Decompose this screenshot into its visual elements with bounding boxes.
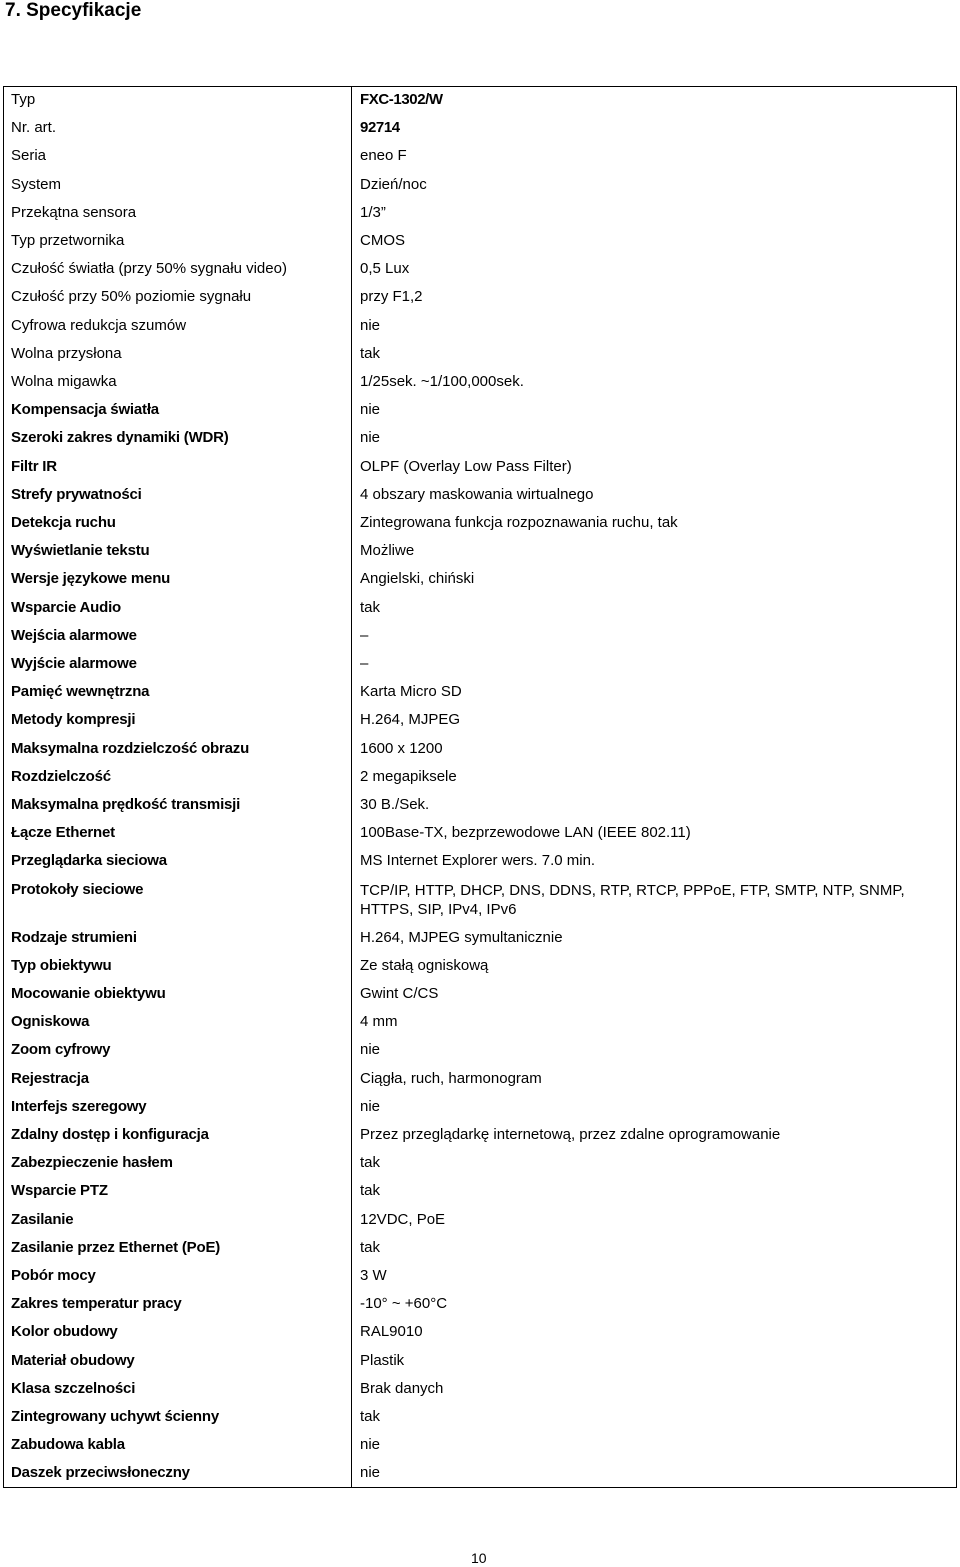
section-heading: 7. Specyfikacje: [5, 0, 142, 21]
spec-value: 0,5 Lux: [360, 260, 410, 278]
spec-value: Ciągła, ruch, harmonogram: [360, 1069, 542, 1087]
spec-label: Rodzaje strumieni: [11, 928, 137, 946]
spec-row: [0, 453, 960, 481]
spec-label: Materiał obudowy: [11, 1351, 135, 1369]
spec-value: Dzień/noc: [360, 175, 427, 193]
spec-label: Filtr IR: [11, 457, 57, 475]
spec-row: [0, 86, 960, 114]
spec-label: Nr. art.: [11, 119, 57, 137]
spec-row: [0, 1177, 960, 1205]
spec-row: [0, 1262, 960, 1290]
spec-row: [0, 924, 960, 952]
spec-row: [0, 1036, 960, 1064]
spec-label: Wsparcie Audio: [11, 598, 121, 616]
spec-label: Zintegrowany uchywt ścienny: [11, 1408, 219, 1425]
spec-label: Zakres temperatur pracy: [11, 1295, 182, 1313]
spec-row: [0, 678, 960, 706]
spec-row: [0, 1403, 960, 1431]
spec-value: nie: [360, 429, 381, 447]
spec-label: Maksymalna prędkość transmisji: [11, 796, 241, 813]
spec-label: Czułość światła (przy 50% sygnału video): [11, 260, 287, 278]
spec-row: [0, 1149, 960, 1177]
spec-label: Ogniskowa: [11, 1013, 90, 1031]
spec-row: [0, 1093, 960, 1121]
spec-row: [0, 622, 960, 650]
spec-row: [0, 283, 960, 311]
spec-value: 30 B./Sek.: [360, 796, 430, 813]
spec-value: OLPF (Overlay Low Pass Filter): [360, 457, 572, 475]
spec-value: 4 obszary maskowania wirtualnego: [360, 485, 594, 503]
spec-label: Łącze Ethernet: [11, 824, 115, 842]
spec-label: System: [11, 175, 62, 193]
spec-value: MS Internet Explorer wers. 7.0 min.: [360, 852, 596, 870]
spec-row: [0, 876, 960, 924]
spec-row: [0, 847, 960, 875]
spec-value: Przez przeglądarkę internetową, przez zdalne oprogramowanie: [360, 1126, 781, 1143]
spec-value: Zintegrowana funkcja rozpoznawania ruchu, tak: [360, 514, 678, 531]
spec-value: eneo F: [360, 147, 407, 165]
spec-label: Pamięć wewnętrzna: [11, 683, 150, 701]
spec-row: [0, 255, 960, 283]
spec-label: Interfejs szeregowy: [11, 1097, 147, 1115]
spec-value: TCP/IP, HTTP, DHCP, DNS, DDNS, RTP, RTCP, PPPoE, FTP, SMTP, NTP, SNMP, HTTPS, SIP, IPv4, IPv6: [360, 881, 905, 918]
spec-label: Zabezpieczenie hasłem: [11, 1154, 173, 1172]
spec-row: [0, 142, 960, 170]
spec-value: Angielski, chiński: [360, 570, 475, 588]
spec-value: 92714: [360, 119, 400, 137]
spec-row: [0, 980, 960, 1008]
spec-value: 1600 x 1200: [360, 739, 443, 757]
spec-row: [0, 537, 960, 565]
spec-label: Daszek przeciwsłoneczny: [11, 1464, 190, 1482]
spec-value: Gwint C/CS: [360, 985, 439, 1002]
spec-value: Możliwe: [360, 542, 415, 560]
spec-value: 12VDC, PoE: [360, 1210, 446, 1228]
spec-label: Wejścia alarmowe: [11, 626, 137, 644]
spec-value: tak: [360, 344, 381, 362]
spec-value: nie: [360, 1097, 381, 1115]
spec-label: Klasa szczelności: [11, 1379, 136, 1397]
spec-value: –: [360, 626, 369, 644]
spec-label: Wersje językowe menu: [11, 570, 171, 588]
spec-label: Zasilanie przez Ethernet (PoE): [11, 1238, 221, 1256]
spec-label: Pobór mocy: [11, 1267, 96, 1284]
spec-label: Strefy prywatności: [11, 485, 142, 503]
spec-label: Rozdzielczość: [11, 767, 111, 785]
spec-value: 1/25sek. ~1/100,000sek.: [360, 373, 524, 390]
spec-label: Typ obiektywu: [11, 956, 112, 974]
spec-label: Wolna migawka: [11, 373, 117, 390]
spec-label: Protokoły sieciowe: [11, 880, 144, 898]
spec-label: Kompensacja światła: [11, 401, 159, 419]
spec-row: [0, 1121, 960, 1149]
spec-row: [0, 1347, 960, 1375]
spec-value: nie: [360, 401, 381, 419]
spec-value: Karta Micro SD: [360, 683, 462, 701]
spec-value: tak: [360, 598, 381, 616]
spec-value: 4 mm: [360, 1013, 398, 1031]
spec-value: –: [360, 655, 369, 672]
spec-row: [0, 481, 960, 509]
spec-row: [0, 227, 960, 255]
spec-row: [0, 594, 960, 622]
spec-label: Zasilanie: [11, 1210, 74, 1228]
spec-row: [0, 565, 960, 593]
spec-label: Metody kompresji: [11, 711, 136, 729]
spec-row: [0, 171, 960, 199]
spec-value: 2 megapiksele: [360, 767, 457, 785]
spec-row: [0, 199, 960, 227]
spec-label: Przekątna sensora: [11, 203, 137, 221]
spec-label: Kolor obudowy: [11, 1323, 118, 1341]
spec-row: [0, 791, 960, 819]
spec-row: [0, 1206, 960, 1234]
spec-row: [0, 340, 960, 368]
spec-label: Zabudowa kabla: [11, 1436, 125, 1454]
spec-row: [0, 312, 960, 340]
spec-value: 3 W: [360, 1267, 387, 1284]
spec-row: [0, 819, 960, 847]
spec-row: [0, 952, 960, 980]
spec-label: Wolna przysłona: [11, 344, 122, 362]
spec-row: [0, 1065, 960, 1093]
spec-row: [0, 1234, 960, 1262]
spec-label: Typ przetwornika: [11, 232, 125, 249]
spec-row: [0, 509, 960, 537]
spec-value: tak: [360, 1154, 381, 1172]
spec-value: tak: [360, 1238, 381, 1256]
spec-row: [0, 706, 960, 734]
spec-row: [0, 424, 960, 452]
spec-label: Mocowanie obiektywu: [11, 985, 166, 1002]
spec-value: nie: [360, 1464, 381, 1482]
spec-row: [0, 650, 960, 678]
spec-row: [0, 368, 960, 396]
spec-label: Typ: [11, 91, 36, 108]
spec-value: Brak danych: [360, 1379, 444, 1397]
spec-label: Detekcja ruchu: [11, 514, 116, 531]
spec-row: [0, 1375, 960, 1403]
spec-row: [0, 1431, 960, 1459]
spec-value: przy F1,2: [360, 288, 423, 306]
spec-value: -10° ~ +60°C: [360, 1295, 448, 1313]
spec-label: Czułość przy 50% poziomie sygnału: [11, 288, 252, 306]
spec-label: Wyświetlanie tekstu: [11, 542, 150, 560]
spec-row: [0, 1459, 960, 1487]
spec-label: Zoom cyfrowy: [11, 1041, 111, 1059]
spec-value: 100Base-TX, bezprzewodowe LAN (IEEE 802.11): [360, 824, 691, 842]
spec-value: FXC-1302/W: [360, 91, 443, 108]
spec-value: tak: [360, 1408, 381, 1425]
spec-row: [0, 1318, 960, 1346]
spec-value: Ze stałą ogniskową: [360, 956, 489, 974]
spec-label: Wsparcie PTZ: [11, 1182, 108, 1200]
spec-value: nie: [360, 1041, 381, 1059]
spec-value: 1/3”: [360, 203, 386, 221]
spec-value: RAL9010: [360, 1323, 423, 1341]
spec-label: Rejestracja: [11, 1069, 89, 1087]
spec-row: [0, 735, 960, 763]
spec-value: H.264, MJPEG: [360, 711, 461, 729]
spec-row: [0, 396, 960, 424]
spec-label: Maksymalna rozdzielczość obrazu: [11, 739, 250, 757]
spec-value: Plastik: [360, 1351, 405, 1369]
spec-label: Przeglądarka sieciowa: [11, 852, 167, 870]
spec-value: nie: [360, 316, 381, 334]
spec-value: CMOS: [360, 232, 405, 249]
spec-row: [0, 1008, 960, 1036]
spec-row: [0, 763, 960, 791]
spec-label: Wyjście alarmowe: [11, 655, 137, 672]
spec-label: Seria: [11, 147, 47, 165]
page-number: 10: [471, 1550, 487, 1566]
spec-row: [0, 114, 960, 142]
spec-value: nie: [360, 1436, 381, 1454]
spec-label: Cyfrowa redukcja szumów: [11, 316, 187, 334]
spec-value: tak: [360, 1182, 381, 1200]
spec-label: Szeroki zakres dynamiki (WDR): [11, 429, 229, 447]
spec-value: H.264, MJPEG symultanicznie: [360, 928, 563, 946]
spec-label: Zdalny dostęp i konfiguracja: [11, 1126, 209, 1143]
spec-row: [0, 1290, 960, 1318]
